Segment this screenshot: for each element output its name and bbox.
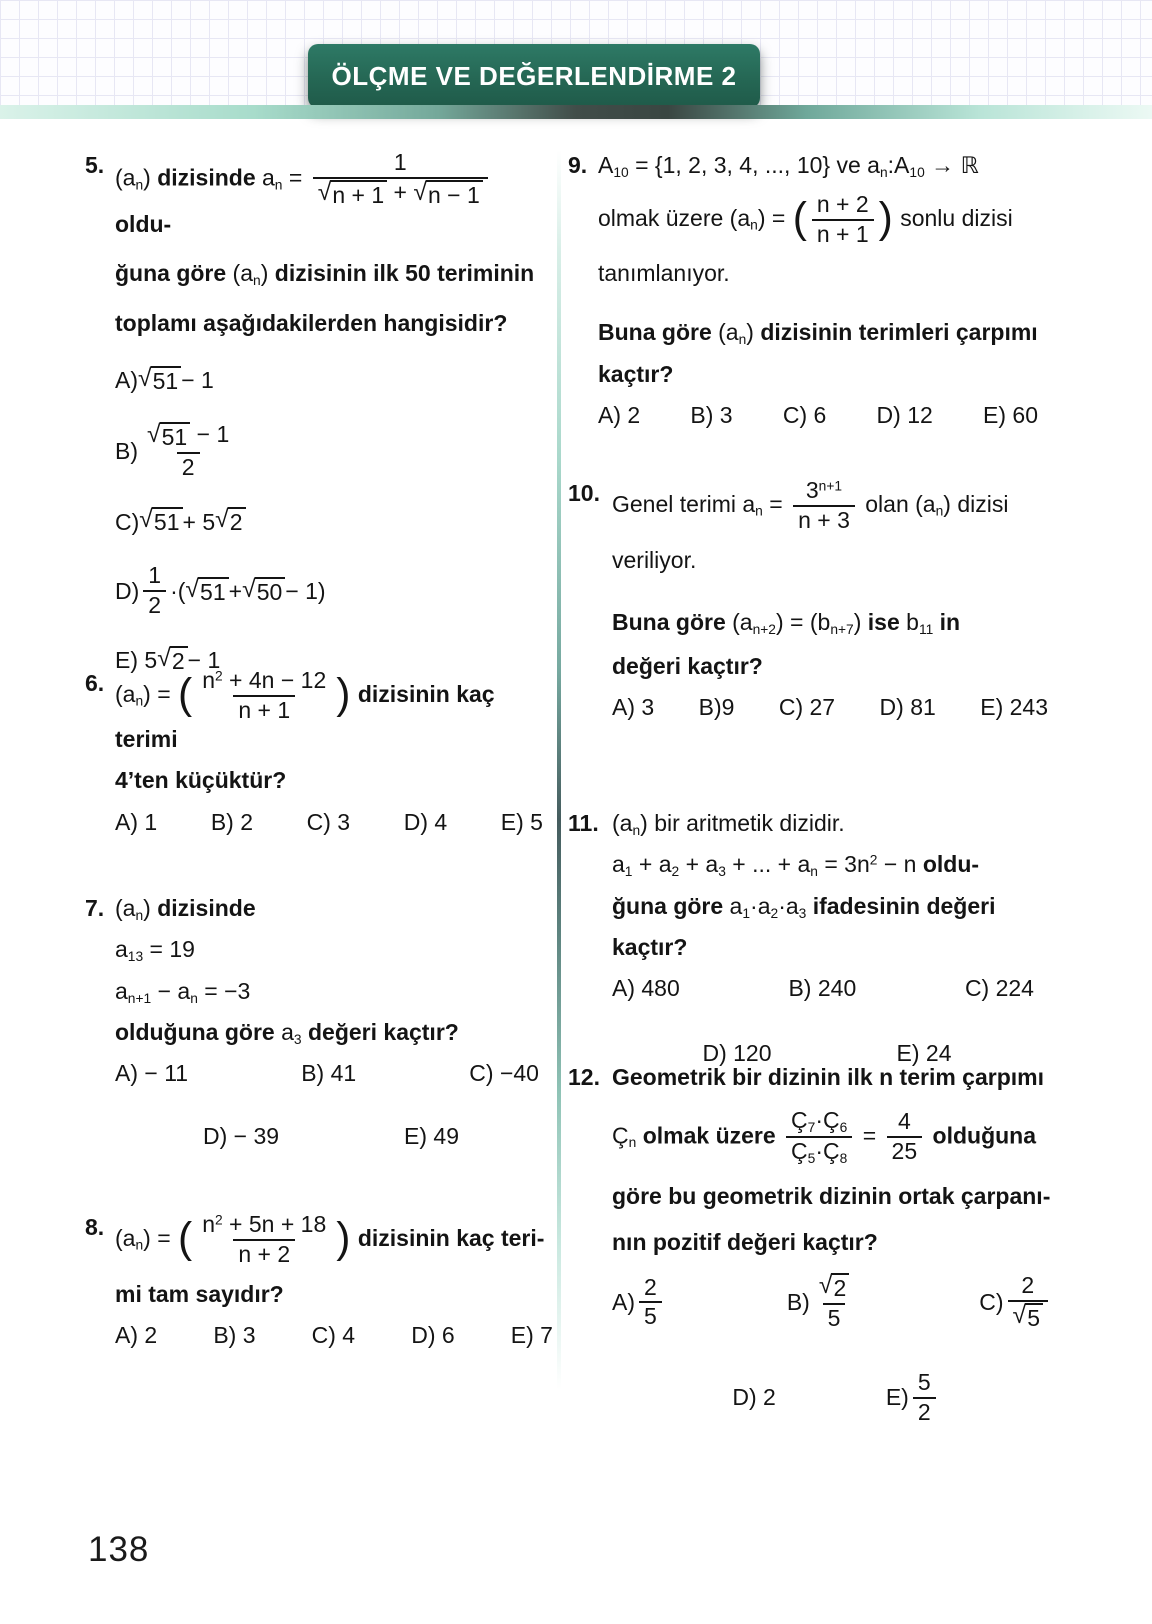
option-c: C) −40 bbox=[469, 1060, 539, 1087]
page-number: 138 bbox=[88, 1530, 150, 1569]
bold-text: nın pozitif değeri kaçtır? bbox=[612, 1229, 878, 1256]
fraction-numerator: n + 2 bbox=[816, 191, 869, 218]
question-number: 12. bbox=[568, 1064, 600, 1090]
question-line: olduğuna göre a3 değeri kaçtır? bbox=[115, 1019, 459, 1047]
bold-text: değeri kaçtır? bbox=[612, 652, 763, 679]
question-12 bbox=[568, 1062, 1060, 1425]
question-number: 7. bbox=[85, 895, 105, 921]
subscript: n+1 bbox=[127, 990, 152, 1006]
fraction-numerator: 4 bbox=[897, 1108, 911, 1135]
option-a: A) 3 bbox=[612, 694, 655, 721]
question-body bbox=[115, 893, 547, 1152]
fraction-numerator: 1 bbox=[148, 562, 162, 589]
sqrt-argument: 51 bbox=[160, 422, 191, 451]
option-c: C) 224 bbox=[964, 974, 1034, 1001]
bold-text: kaçtır? bbox=[612, 934, 688, 961]
fraction-numerator: $n^2 + 5n + 18$ bbox=[202, 1211, 327, 1237]
option-b: B) 240 bbox=[788, 974, 857, 1001]
bold-text: dizisinin kaç teri- bbox=[357, 1224, 545, 1251]
option-e: E) 5 bbox=[500, 809, 543, 836]
bold-text: dizisinin terimleri çarpımı bbox=[760, 318, 1038, 345]
bold-text: ğuna göre bbox=[612, 892, 724, 919]
question-number: 8. bbox=[85, 1214, 105, 1240]
option-d: D) 12 bbox=[876, 401, 933, 428]
fraction-denominator: 2 bbox=[143, 590, 166, 619]
question-line: ğuna göre a1·a2·a3 ifadesinin değeri bbox=[612, 892, 996, 921]
fraction bbox=[913, 1370, 936, 1426]
subscript: 8 bbox=[839, 1150, 848, 1166]
option-e: E) 60 bbox=[983, 401, 1038, 428]
option-d: D) 120 bbox=[702, 1039, 772, 1066]
bold-text: dizisinin ilk 50 teriminin bbox=[274, 259, 535, 286]
fraction-denominator bbox=[1008, 1300, 1048, 1332]
page-title: ÖLÇME VE DEĞERLENDİRME 2 bbox=[331, 60, 737, 91]
question-line: tanımlanıyor. bbox=[598, 259, 730, 286]
fraction bbox=[143, 563, 166, 619]
question-11 bbox=[568, 808, 1042, 1068]
subscript: 10 bbox=[909, 164, 925, 180]
option-a: A) 2 bbox=[598, 401, 641, 428]
subscript: n bbox=[810, 864, 818, 880]
fraction bbox=[197, 668, 331, 724]
big-paren: ( bbox=[178, 1213, 193, 1262]
sqrt-argument: 51 bbox=[151, 366, 182, 395]
big-paren: ) bbox=[336, 1213, 351, 1262]
fraction-numerator: 1 bbox=[393, 149, 407, 175]
subscript: 1 bbox=[742, 905, 751, 921]
fraction-denominator: 2 bbox=[177, 452, 200, 481]
subscript: n bbox=[135, 1237, 144, 1253]
sqrt-expression bbox=[819, 1273, 849, 1302]
subscript: n bbox=[274, 177, 283, 193]
sqrt-expression bbox=[1013, 1303, 1043, 1332]
sqrt-argument: 5 bbox=[1025, 1303, 1043, 1332]
radical-icon: √ bbox=[818, 1272, 833, 1300]
header-banner bbox=[308, 44, 760, 108]
bold-text: oldu- bbox=[922, 851, 980, 878]
fraction bbox=[142, 422, 234, 481]
subscript: n bbox=[755, 503, 763, 519]
option-d: D) $\frac{1}{2}$ ·( √ 51 + √ 50 − 1) bbox=[115, 562, 326, 619]
subscript: n bbox=[135, 693, 144, 709]
fraction-numerator: 5 bbox=[917, 1368, 931, 1395]
sqrt-expression bbox=[318, 180, 387, 209]
option-b: B) √ 51 − 1 2 bbox=[115, 422, 238, 481]
option-e: E) $\frac{5}{2}$ bbox=[886, 1370, 940, 1426]
bold-text: dizisinde bbox=[157, 164, 256, 191]
radical-icon: √ bbox=[185, 575, 200, 603]
bold-text: ifadesinin değeri bbox=[812, 892, 996, 919]
bold-text: Geometrik bir dizinin ilk n terim çarpımı bbox=[612, 1064, 1044, 1090]
subscript: n bbox=[879, 164, 888, 180]
question-line bbox=[612, 651, 1052, 682]
sqrt-argument: 50 bbox=[255, 577, 286, 606]
option-c: C) 3 bbox=[306, 809, 351, 836]
fraction-numerator: 2 bbox=[644, 1273, 657, 1300]
bold-text: kaçtır? bbox=[598, 361, 674, 387]
option-d: D) − 39 bbox=[202, 1123, 280, 1150]
question-body bbox=[598, 150, 1042, 431]
options-row bbox=[115, 422, 547, 481]
question-line: Buna göre (an+2) = (bn+7) ise b11 in bbox=[612, 609, 961, 638]
subscript: 2 bbox=[770, 905, 779, 921]
fraction-denominator: √ n + 1 + √ n − 1 bbox=[313, 177, 488, 209]
option-d: D) 4 bbox=[403, 809, 448, 836]
radical-icon: √ bbox=[413, 178, 427, 206]
superscript: n+1 bbox=[818, 478, 843, 494]
radical-icon: √ bbox=[242, 575, 256, 603]
options-row bbox=[115, 507, 547, 538]
option-b: B) 41 bbox=[301, 1060, 357, 1087]
subscript: 10 bbox=[613, 164, 629, 180]
question-body bbox=[612, 1062, 1060, 1425]
options-row bbox=[115, 1058, 547, 1089]
fraction bbox=[1008, 1273, 1048, 1332]
question-line bbox=[612, 932, 1042, 963]
bold-text: ğuna göre bbox=[115, 259, 227, 286]
sqrt-expression bbox=[215, 507, 245, 536]
question-body bbox=[115, 150, 547, 676]
radical-icon: √ bbox=[139, 506, 153, 534]
question-line bbox=[612, 1227, 1060, 1258]
sqrt-argument: 51 bbox=[198, 577, 229, 606]
question-line: (an) = ( $\frac{n^2 + 4n - 12}{n + 1}$ ) dizisinin kaç terimi bbox=[115, 667, 495, 752]
options-row bbox=[115, 365, 547, 396]
option-b: B) 2 bbox=[210, 809, 253, 836]
question-body bbox=[612, 808, 1042, 1068]
fraction-numerator: $n^2 + 4n - 12$ bbox=[202, 667, 327, 693]
fraction bbox=[786, 1108, 852, 1167]
question-line: a1 + a2 + a3 + ... + an = $3n^2 - n$ oldu- bbox=[612, 851, 980, 880]
option-a: A) 1 bbox=[115, 809, 158, 836]
radical-icon: √ bbox=[1012, 1301, 1027, 1329]
option-c: C) 4 bbox=[311, 1322, 356, 1349]
fraction-denominator: n + 1 bbox=[812, 219, 874, 248]
fraction-denominator: 25 bbox=[887, 1136, 923, 1165]
bold-text: Buna göre bbox=[612, 609, 726, 636]
big-paren: ( bbox=[792, 194, 807, 243]
subscript: n bbox=[738, 331, 747, 347]
question-line: a13 = 19 bbox=[115, 936, 195, 965]
bold-text: olduğuna bbox=[932, 1122, 1037, 1149]
bold-text: mi tam sayıdır? bbox=[115, 1280, 284, 1307]
subscript: 3 bbox=[293, 1031, 302, 1047]
bold-text: olduğuna göre bbox=[115, 1019, 275, 1046]
subscript: n bbox=[253, 272, 261, 288]
options-row bbox=[612, 1370, 1060, 1426]
question-6 bbox=[85, 668, 547, 838]
option-c: C) 27 bbox=[778, 694, 836, 721]
subscript: 1 bbox=[624, 864, 633, 880]
radical-icon: √ bbox=[317, 178, 332, 206]
options-row bbox=[115, 563, 547, 619]
fraction-numerator: √ 51 − 1 bbox=[147, 420, 230, 450]
option-a: A) 480 bbox=[612, 974, 680, 1001]
subscript: 6 bbox=[839, 1119, 848, 1135]
fraction-denominator: n + 2 bbox=[233, 1239, 295, 1268]
fraction bbox=[793, 478, 855, 534]
question-line: an+1 − an = −3 bbox=[115, 977, 251, 1006]
fraction-numerator: $3^{n+1}$ bbox=[805, 477, 843, 503]
subscript: n bbox=[632, 822, 641, 838]
option-e: E) 49 bbox=[404, 1123, 460, 1150]
options-row bbox=[115, 1121, 547, 1152]
big-paren: ) bbox=[336, 669, 351, 718]
question-9 bbox=[568, 150, 1042, 431]
fraction bbox=[812, 192, 874, 248]
question-line: Genel terimi an = $\frac{3^{n+1}}{n + 3}$ olan (an) dizisi bbox=[612, 477, 1009, 533]
question-line bbox=[115, 765, 547, 796]
bold-text: dizisinin kaç terimi bbox=[115, 680, 495, 752]
fraction-denominator: 5 bbox=[639, 1301, 662, 1330]
bold-text: ise bbox=[867, 609, 900, 636]
subscript: 13 bbox=[127, 949, 144, 965]
subscript: 11 bbox=[918, 622, 934, 638]
option-b: B)9 bbox=[698, 694, 735, 721]
radical-icon: √ bbox=[138, 364, 152, 392]
sqrt-expression bbox=[413, 180, 482, 209]
subscript: n+7 bbox=[830, 622, 854, 638]
subscript: 3 bbox=[718, 864, 726, 880]
options-row bbox=[612, 973, 1042, 1004]
option-e: E) 243 bbox=[980, 694, 1048, 721]
sqrt-expression bbox=[185, 577, 228, 606]
subscript: 7 bbox=[807, 1119, 816, 1135]
subscript: n bbox=[935, 503, 944, 519]
bold-text: Buna göre bbox=[598, 318, 712, 345]
bold-text: in bbox=[939, 609, 961, 636]
bold-text: olmak üzere bbox=[642, 1122, 776, 1149]
question-number: 10. bbox=[568, 480, 600, 506]
bold-text: toplamı aşağıdakilerden hangisidir? bbox=[115, 310, 508, 337]
options-row bbox=[598, 400, 1042, 431]
question-line bbox=[612, 1181, 1060, 1212]
question-number: 6. bbox=[85, 670, 105, 696]
fraction-numerator bbox=[814, 1273, 854, 1303]
sqrt-argument: 51 bbox=[152, 507, 183, 536]
question-line: veriliyor. bbox=[612, 546, 697, 573]
fraction bbox=[313, 150, 488, 209]
question-line bbox=[612, 1062, 1060, 1093]
fraction bbox=[814, 1273, 854, 1332]
options-row bbox=[612, 1273, 1060, 1332]
question-line: Çn olmak üzere $\frac{Ç7\cdot Ç6}{Ç5\cdot Ç8}$ = $\frac{4}{25}$ olduğuna bbox=[612, 1106, 1037, 1166]
fraction-numerator: 2 bbox=[1021, 1272, 1035, 1299]
header-gradient-bar bbox=[0, 105, 1152, 119]
subscript: 3 bbox=[798, 905, 807, 921]
option-c: C) 2 √ 5 bbox=[979, 1273, 1052, 1332]
question-body bbox=[115, 1212, 557, 1351]
fraction-denominator: n + 1 bbox=[233, 695, 295, 724]
question-number: 11. bbox=[568, 810, 599, 836]
fraction-denominator: n + 3 bbox=[793, 505, 855, 534]
big-paren: ( bbox=[178, 669, 193, 718]
fraction-numerator: Ç7·Ç6 bbox=[791, 1106, 848, 1135]
question-line: ğuna göre (an) dizisinin ilk 50 teriminin bbox=[115, 259, 535, 288]
question-line: Buna göre (an) dizisinin terimleri çarpımı bbox=[598, 318, 1038, 347]
option-d: D) 6 bbox=[411, 1322, 455, 1349]
question-5 bbox=[85, 150, 547, 676]
superscript: 2 bbox=[214, 1212, 223, 1228]
option-c: C) 6 bbox=[782, 401, 827, 428]
option-d: D) 2 bbox=[732, 1384, 776, 1411]
big-paren: ) bbox=[878, 194, 893, 243]
sqrt-expression bbox=[138, 366, 181, 395]
option-e: E) 7 bbox=[510, 1322, 553, 1349]
option-c: C) √ 51 + 5 √ 2 bbox=[115, 507, 246, 538]
fraction-denominator: 5 bbox=[823, 1303, 846, 1332]
question-8 bbox=[85, 1212, 557, 1351]
bold-text: dizisinde bbox=[157, 895, 256, 921]
option-a: A) 2 bbox=[115, 1322, 158, 1349]
superscript: 2 bbox=[869, 852, 878, 868]
question-line: (an) dizisinde an = 1 √ n + 1 + √ n − 1 oldu- bbox=[115, 150, 547, 240]
question-body bbox=[612, 478, 1052, 723]
subscript: n bbox=[190, 990, 198, 1006]
column-divider bbox=[557, 150, 561, 1390]
question-line bbox=[115, 308, 547, 339]
radical-icon: √ bbox=[215, 506, 229, 534]
subscript: n bbox=[750, 218, 758, 234]
question-7 bbox=[85, 893, 547, 1152]
sqrt-expression bbox=[147, 422, 190, 451]
option-a: A) $\frac{2}{5}$ bbox=[612, 1275, 666, 1331]
question-line bbox=[598, 359, 1042, 390]
option-a: A) √ 51 − 1 bbox=[115, 364, 214, 394]
sqrt-expression bbox=[139, 507, 182, 536]
sqrt-argument: 2 bbox=[228, 507, 246, 536]
question-line: (an) dizisinde bbox=[115, 895, 256, 923]
subscript: 2 bbox=[671, 864, 680, 880]
subscript: n bbox=[135, 177, 144, 193]
question-10 bbox=[568, 478, 1052, 723]
fraction bbox=[639, 1275, 662, 1331]
option-b: B) 3 bbox=[213, 1322, 256, 1349]
fraction-denominator: 2 bbox=[913, 1397, 936, 1426]
question-number: 9. bbox=[568, 152, 588, 178]
bold-text: değeri kaçtır? bbox=[307, 1019, 459, 1046]
sqrt-expression bbox=[242, 577, 285, 606]
option-a: A) − 11 bbox=[115, 1060, 189, 1087]
option-d: D) 81 bbox=[879, 694, 936, 721]
sqrt-argument: 2 bbox=[831, 1273, 849, 1302]
question-line: A10 = {1, 2, 3, 4, ..., 10} ve an:A10 → ℝ bbox=[598, 152, 979, 180]
subscript: n bbox=[135, 907, 144, 923]
superscript: 2 bbox=[214, 668, 223, 684]
fraction bbox=[887, 1109, 923, 1165]
fraction-denominator: Ç5·Ç8 bbox=[786, 1136, 852, 1166]
subscript: n bbox=[628, 1135, 637, 1151]
question-line: (an) bir aritmetik dizidir. bbox=[612, 810, 845, 838]
option-e: E) 5 √ 2 − 1 bbox=[115, 644, 221, 674]
bold-text: 4’ten küçüktür? bbox=[115, 767, 287, 794]
radical-icon: √ bbox=[147, 420, 161, 448]
options-row bbox=[612, 692, 1052, 723]
sqrt-argument: n − 1 bbox=[426, 180, 483, 209]
question-line: olmak üzere (an) = ( $\frac{n + 2}{n + 1}$ ) sonlu dizisi bbox=[598, 191, 1013, 248]
radical-icon: √ bbox=[157, 644, 171, 672]
question-body bbox=[115, 668, 547, 838]
subscript: n+2 bbox=[752, 622, 776, 638]
sqrt-argument: 2 bbox=[170, 646, 188, 675]
fraction bbox=[197, 1212, 331, 1268]
question-number: 5. bbox=[85, 152, 105, 178]
question-line bbox=[115, 1279, 557, 1310]
subscript: 5 bbox=[807, 1150, 816, 1166]
question-line: (an) = ( $\frac{n^2 + 5n + 18}{n + 2}$ ) dizisinin kaç teri- bbox=[115, 1211, 545, 1267]
bold-text: göre bu geometrik dizinin ortak çarpanı- bbox=[612, 1183, 1051, 1210]
option-e: E) 24 bbox=[896, 1039, 952, 1066]
option-b: B) √ 2 5 bbox=[787, 1273, 858, 1332]
bold-text: oldu- bbox=[115, 210, 172, 237]
option-b: B) 3 bbox=[690, 401, 733, 428]
options-row bbox=[115, 1320, 557, 1351]
sqrt-argument: n + 1 bbox=[330, 180, 387, 209]
options-row bbox=[115, 807, 547, 838]
